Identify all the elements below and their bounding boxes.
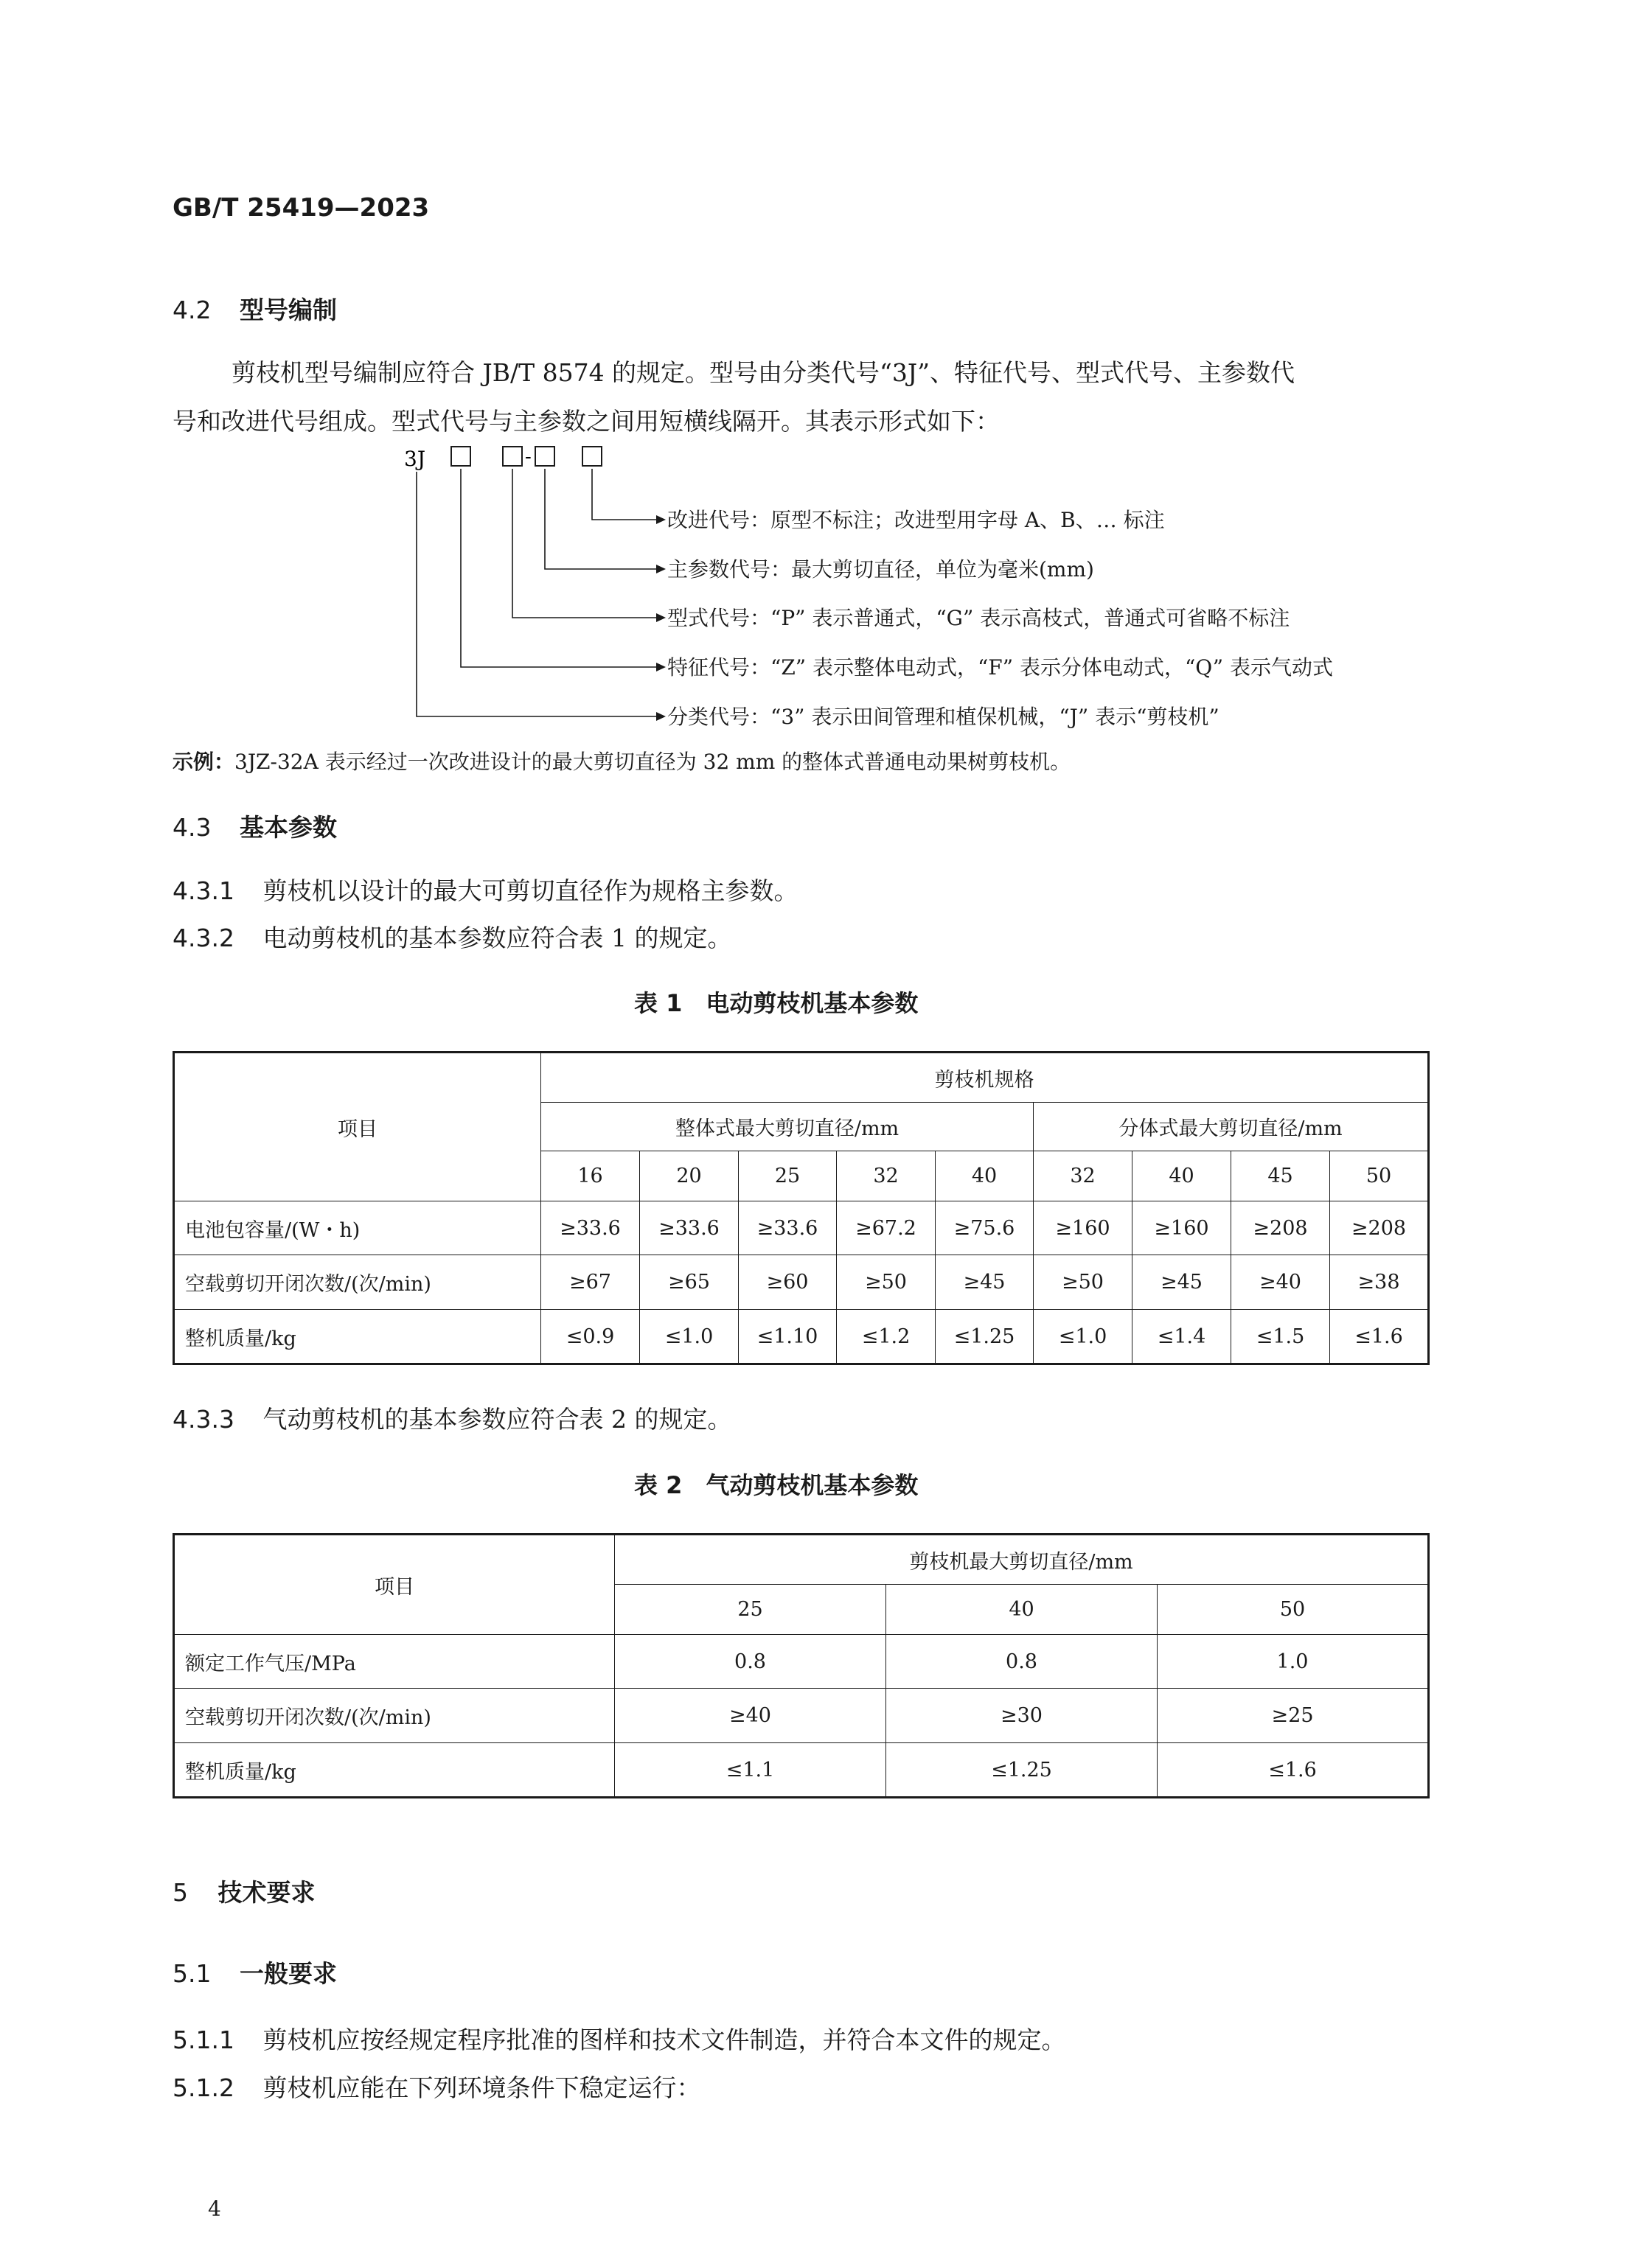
clause-text: 剪枝机以设计的最大可剪切直径作为规格主参数。 xyxy=(262,876,798,905)
section-number: 4.3 xyxy=(173,813,212,842)
clause-number: 5.1.1 xyxy=(173,2026,234,2054)
section-title: 型号编制 xyxy=(239,296,337,324)
table2-row-mass xyxy=(174,1743,1429,1798)
code-box-main-param xyxy=(535,447,554,466)
clause-number: 4.3.1 xyxy=(173,876,234,905)
table2-spec-header: 剪枝机最大剪切直径/mm xyxy=(615,1535,1429,1585)
page-number: 4 xyxy=(208,2197,221,2221)
cell: ≥33.6 xyxy=(640,1201,739,1255)
clause-text: 剪枝机应能在下列环境条件下稳定运行： xyxy=(262,2073,701,2102)
table1-size: 25 xyxy=(739,1151,837,1201)
cell: ≥65 xyxy=(640,1255,739,1310)
row-label: 整机质量/kg xyxy=(174,1310,541,1364)
cell: ≥50 xyxy=(1034,1255,1132,1310)
clause-text: 剪枝机应按经规定程序批准的图样和技术文件制造，并符合本文件的规定。 xyxy=(262,2026,1066,2054)
row-label: 整机质量/kg xyxy=(174,1743,615,1798)
label-category-code: 分类代号：“3” 表示田间管理和植保机械，“J” 表示“剪枝机” xyxy=(667,705,1219,729)
table1-row-cycles xyxy=(174,1255,1429,1310)
cell: ≤1.25 xyxy=(936,1310,1034,1364)
cell: 0.8 xyxy=(886,1635,1158,1689)
table2-pneumatic-params xyxy=(173,1533,1430,1798)
cell: 1.0 xyxy=(1158,1635,1429,1689)
table1-size: 50 xyxy=(1330,1151,1429,1201)
cell: 0.8 xyxy=(615,1635,886,1689)
cell: ≥30 xyxy=(886,1689,1158,1743)
code-box-feature xyxy=(451,447,470,466)
leader-type xyxy=(512,469,656,618)
leader-main-param xyxy=(545,469,656,569)
clause-number: 4.3.3 xyxy=(173,1405,234,1434)
table1-item-header: 项目 xyxy=(174,1053,541,1201)
leader-feature xyxy=(461,469,656,667)
example-text: 3JZ-32A 表示经过一次改进设计的最大剪切直径为 32 mm 的整体式普通电动果树剪枝机。 xyxy=(234,750,1071,774)
clause-4-3-1 xyxy=(173,872,798,907)
paragraph-4-2-line1: 剪枝机型号编制应符合 JB/T 8574 的规定。型号由分类代号“3J”、特征代号、型式代号、主参数代 xyxy=(232,358,1295,387)
clause-4-3-2 xyxy=(173,919,731,954)
row-label: 空载剪切开闭次数/(次/min) xyxy=(174,1689,615,1743)
table1-size: 45 xyxy=(1231,1151,1330,1201)
cell: ≥33.6 xyxy=(739,1201,837,1255)
section-number: 4.2 xyxy=(173,296,212,324)
section-title: 技术要求 xyxy=(218,1878,316,1907)
paragraph-4-2-line2: 号和改进代号组成。型式代号与主参数之间用短横线隔开。其表示形式如下： xyxy=(173,407,1000,436)
cell: ≤1.2 xyxy=(837,1310,936,1364)
clause-text: 电动剪枝机的基本参数应符合表 1 的规定。 xyxy=(262,924,732,952)
cell: ≤1.6 xyxy=(1330,1310,1429,1364)
cell: ≥208 xyxy=(1330,1201,1429,1255)
leader-improvement xyxy=(592,469,656,520)
cell: ≤1.1 xyxy=(615,1743,886,1798)
cell: ≥67.2 xyxy=(837,1201,936,1255)
table1-caption: 表 1 电动剪枝机基本参数 xyxy=(634,989,919,1017)
section-4-3-heading xyxy=(173,809,337,843)
cell: ≤1.0 xyxy=(1034,1310,1132,1364)
code-box-improvement xyxy=(582,447,602,466)
cell: ≥67 xyxy=(541,1255,640,1310)
table1-group-integral: 整体式最大剪切直径/mm xyxy=(541,1103,1034,1151)
table1-row-battery xyxy=(174,1201,1429,1255)
cell: ≥160 xyxy=(1034,1201,1132,1255)
clause-4-3-3 xyxy=(173,1400,731,1435)
cell: ≤1.6 xyxy=(1158,1743,1429,1798)
table1-size: 20 xyxy=(640,1151,739,1201)
row-label: 空载剪切开闭次数/(次/min) xyxy=(174,1255,541,1310)
diagram-prefix: 3J xyxy=(404,447,426,471)
cell: ≥75.6 xyxy=(936,1201,1034,1255)
table1-size: 32 xyxy=(837,1151,936,1201)
cell: ≤0.9 xyxy=(541,1310,640,1364)
clause-5-1-1 xyxy=(173,2021,1065,2056)
leader-category xyxy=(417,472,656,716)
label-main-param-code: 主参数代号：最大剪切直径，单位为毫米(mm) xyxy=(667,557,1094,582)
table2-row-pressure xyxy=(174,1635,1429,1689)
cell: ≥33.6 xyxy=(541,1201,640,1255)
table1-electric-params xyxy=(173,1051,1430,1365)
section-title: 基本参数 xyxy=(239,813,337,842)
section-number: 5.1 xyxy=(173,1959,212,1988)
table1-group-split: 分体式最大剪切直径/mm xyxy=(1034,1103,1429,1151)
cell: ≥160 xyxy=(1132,1201,1231,1255)
clause-number: 4.3.2 xyxy=(173,924,234,952)
cell: ≥45 xyxy=(1132,1255,1231,1310)
row-label: 额定工作气压/MPa xyxy=(174,1635,615,1689)
cell: ≤1.0 xyxy=(640,1310,739,1364)
table2-row-cycles xyxy=(174,1689,1429,1743)
table2-item-header: 项目 xyxy=(174,1535,615,1635)
section-4-2-heading xyxy=(173,291,337,326)
row-label: 电池包容量/(W・h) xyxy=(174,1201,541,1255)
cell: ≥40 xyxy=(1231,1255,1330,1310)
clause-number: 5.1.2 xyxy=(173,2073,234,2102)
section-5-1-heading xyxy=(173,1955,337,1989)
table2-size: 50 xyxy=(1158,1585,1429,1635)
cell: ≤1.10 xyxy=(739,1310,837,1364)
cell: ≥25 xyxy=(1158,1689,1429,1743)
cell: ≥50 xyxy=(837,1255,936,1310)
standard-code: GB/T 25419—2023 xyxy=(173,193,430,223)
table2-size: 40 xyxy=(886,1585,1158,1635)
example-line xyxy=(173,746,1071,775)
section-number: 5 xyxy=(173,1878,188,1907)
label-feature-code: 特征代号：“Z” 表示整体电动式，“F” 表示分体电动式，“Q” 表示气动式 xyxy=(667,655,1333,680)
table1-size: 32 xyxy=(1034,1151,1132,1201)
cell: ≤1.25 xyxy=(886,1743,1158,1798)
section-5-heading xyxy=(173,1874,316,1908)
cell: ≥60 xyxy=(739,1255,837,1310)
cell: ≥40 xyxy=(615,1689,886,1743)
table1-row-mass xyxy=(174,1310,1429,1364)
example-label: 示例： xyxy=(173,750,235,774)
table1-size: 40 xyxy=(1132,1151,1231,1201)
cell: ≤1.5 xyxy=(1231,1310,1330,1364)
label-type-code: 型式代号：“P” 表示普通式，“G” 表示高枝式，普通式可省略不标注 xyxy=(667,606,1290,630)
table1-spec-header: 剪枝机规格 xyxy=(541,1053,1429,1103)
table1-size: 40 xyxy=(936,1151,1034,1201)
diagram-dash: - xyxy=(525,446,532,468)
table2-caption: 表 2 气动剪枝机基本参数 xyxy=(634,1471,919,1499)
table2-size: 25 xyxy=(615,1585,886,1635)
cell: ≥38 xyxy=(1330,1255,1429,1310)
table1-size: 16 xyxy=(541,1151,640,1201)
label-improvement-code: 改进代号：原型不标注；改进型用字母 A、B、… 标注 xyxy=(667,508,1165,532)
code-box-type xyxy=(503,447,522,466)
cell: ≥45 xyxy=(936,1255,1034,1310)
cell: ≥208 xyxy=(1231,1201,1330,1255)
cell: ≤1.4 xyxy=(1132,1310,1231,1364)
clause-text: 气动剪枝机的基本参数应符合表 2 的规定。 xyxy=(262,1405,732,1434)
section-title: 一般要求 xyxy=(239,1959,337,1988)
clause-5-1-2 xyxy=(173,2069,700,2104)
